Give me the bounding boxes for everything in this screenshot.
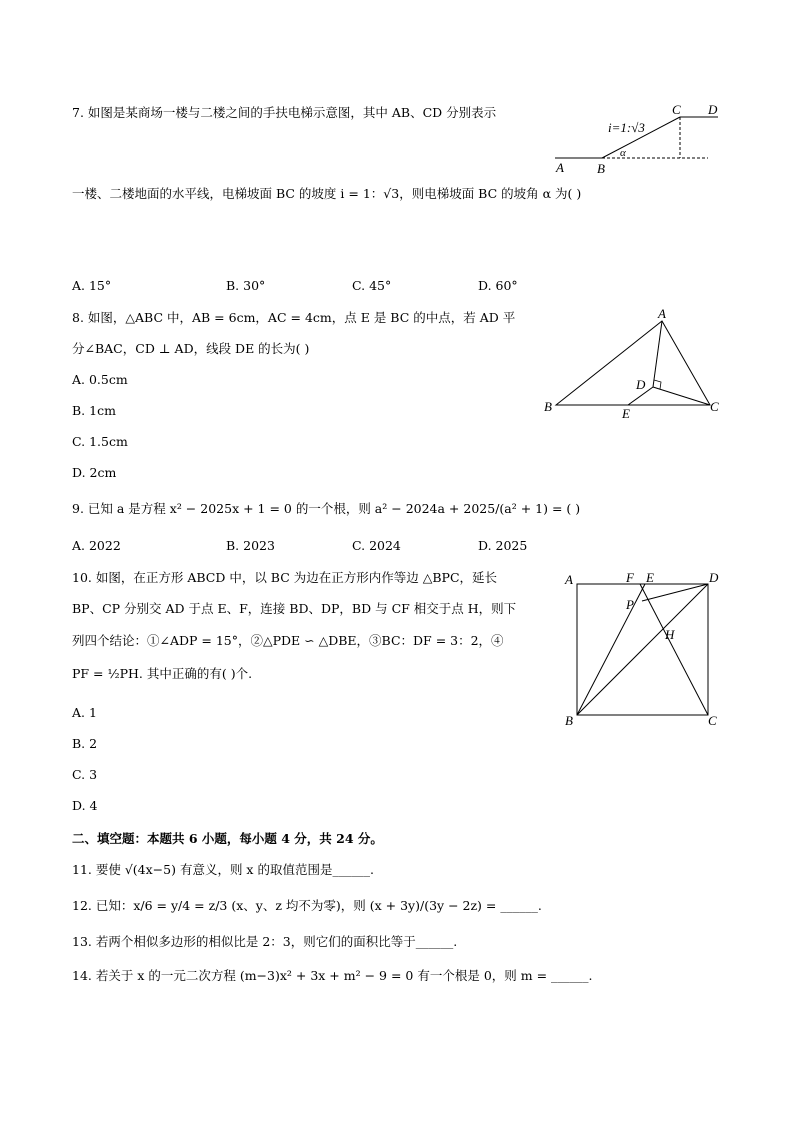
q7-label-b: B <box>597 161 605 176</box>
q10-label-h: H <box>665 627 675 642</box>
q10-label-b: B <box>565 713 573 728</box>
q9-option-b[interactable]: B. 2023 <box>226 538 275 553</box>
q10-text-line1: 10. 如图，在正方形 ABCD 中，以 BC 为边在正方形内作等边 △BPC，延长 <box>72 570 498 585</box>
q8-option-c[interactable]: C. 1.5cm <box>72 434 128 449</box>
q8-option-a[interactable]: A. 0.5cm <box>72 372 128 387</box>
q7-option-b[interactable]: B. 30° <box>226 278 266 293</box>
q9-option-a[interactable]: A. 2022 <box>72 538 121 553</box>
q7-escalator-figure <box>550 100 730 180</box>
q8-text-line1: 8. 如图，△ABC 中，AB = 6cm，AC = 4cm，点 E 是 BC 的中点，若 AD 平 <box>72 310 516 325</box>
q7-label-alpha: α <box>620 147 626 159</box>
q10-option-b[interactable]: B. 2 <box>72 736 98 751</box>
q10-option-d[interactable]: D. 4 <box>72 798 98 813</box>
q8-option-d[interactable]: D. 2cm <box>72 465 117 480</box>
q10-label-c: C <box>708 713 717 728</box>
q7-option-d[interactable]: D. 60° <box>478 278 518 293</box>
q8-label-e: E <box>622 406 630 421</box>
q10-label-d: D <box>709 570 719 585</box>
q7-option-c[interactable]: C. 45° <box>352 278 392 293</box>
q8-triangle-figure <box>540 308 740 423</box>
q12-text: 12. 已知：x/6 = y/4 = z/3 (x、y、z 均不为零)，则 (x + 3y)/(3y − 2z) = ______. <box>72 898 542 913</box>
q10-square-figure <box>558 568 738 733</box>
q8-label-b: B <box>544 399 552 414</box>
q13-text: 13. 若两个相似多边形的相似比是 2：3，则它们的面积比等于______. <box>72 934 458 949</box>
q10-label-p: P <box>626 597 634 612</box>
q11-text: 11. 要使 √(4x−5) 有意义，则 x 的取值范围是______. <box>72 862 374 877</box>
q7-text-line1: 7. 如图是某商场一楼与二楼之间的手扶电梯示意图，其中 AB、CD 分别表示 <box>72 105 497 120</box>
q8-text-line2: 分∠BAC，CD ⊥ AD，线段 DE 的长为( ) <box>72 341 310 356</box>
q10-label-e: E <box>646 570 654 585</box>
q10-text-line2: BP、CP 分别交 AD 于点 E、F，连接 BD、DP，BD 与 CF 相交于点 H，则下 <box>72 601 517 616</box>
q7-text-line2: 一楼、二楼地面的水平线，电梯坡面 BC 的坡度 i = 1：√3，则电梯坡面 BC 的坡角 α 为( ) <box>72 186 582 201</box>
q9-option-c[interactable]: C. 2024 <box>352 538 401 553</box>
q14-text: 14. 若关于 x 的一元二次方程 (m−3)x² + 3x + m² − 9 = 0 有一个根是 0，则 m = ______. <box>72 968 593 983</box>
q10-label-a: A <box>565 572 573 587</box>
q9-option-d[interactable]: D. 2025 <box>478 538 528 553</box>
q8-label-d: D <box>636 377 646 392</box>
q7-label-a: A <box>556 160 564 175</box>
q9-text-line1: 9. 已知 a 是方程 x² − 2025x + 1 = 0 的一个根，则 a² − 2024a + 2025/(a² + 1) = ( ) <box>72 501 581 516</box>
q10-text-line3: 列四个结论：①∠ADP = 15°，②△PDE ∽ △DBE，③BC：DF = 3：2，④ <box>72 633 504 648</box>
q7-slope-label: i=1:√3 <box>608 120 645 135</box>
q7-option-a[interactable]: A. 15° <box>72 278 112 293</box>
q8-label-c: C <box>710 399 719 414</box>
q10-label-f: F <box>626 570 634 585</box>
q10-option-a[interactable]: A. 1 <box>72 705 97 720</box>
q8-option-b[interactable]: B. 1cm <box>72 403 116 418</box>
q10-text-line4: PF = ½PH. 其中正确的有( )个. <box>72 666 253 681</box>
q10-option-c[interactable]: C. 3 <box>72 767 98 782</box>
q7-label-c: C <box>672 102 681 117</box>
q8-label-a: A <box>658 306 666 321</box>
section2-heading: 二、填空题：本题共 6 小题，每小题 4 分，共 24 分。 <box>72 831 383 846</box>
q7-label-d: D <box>708 102 718 117</box>
